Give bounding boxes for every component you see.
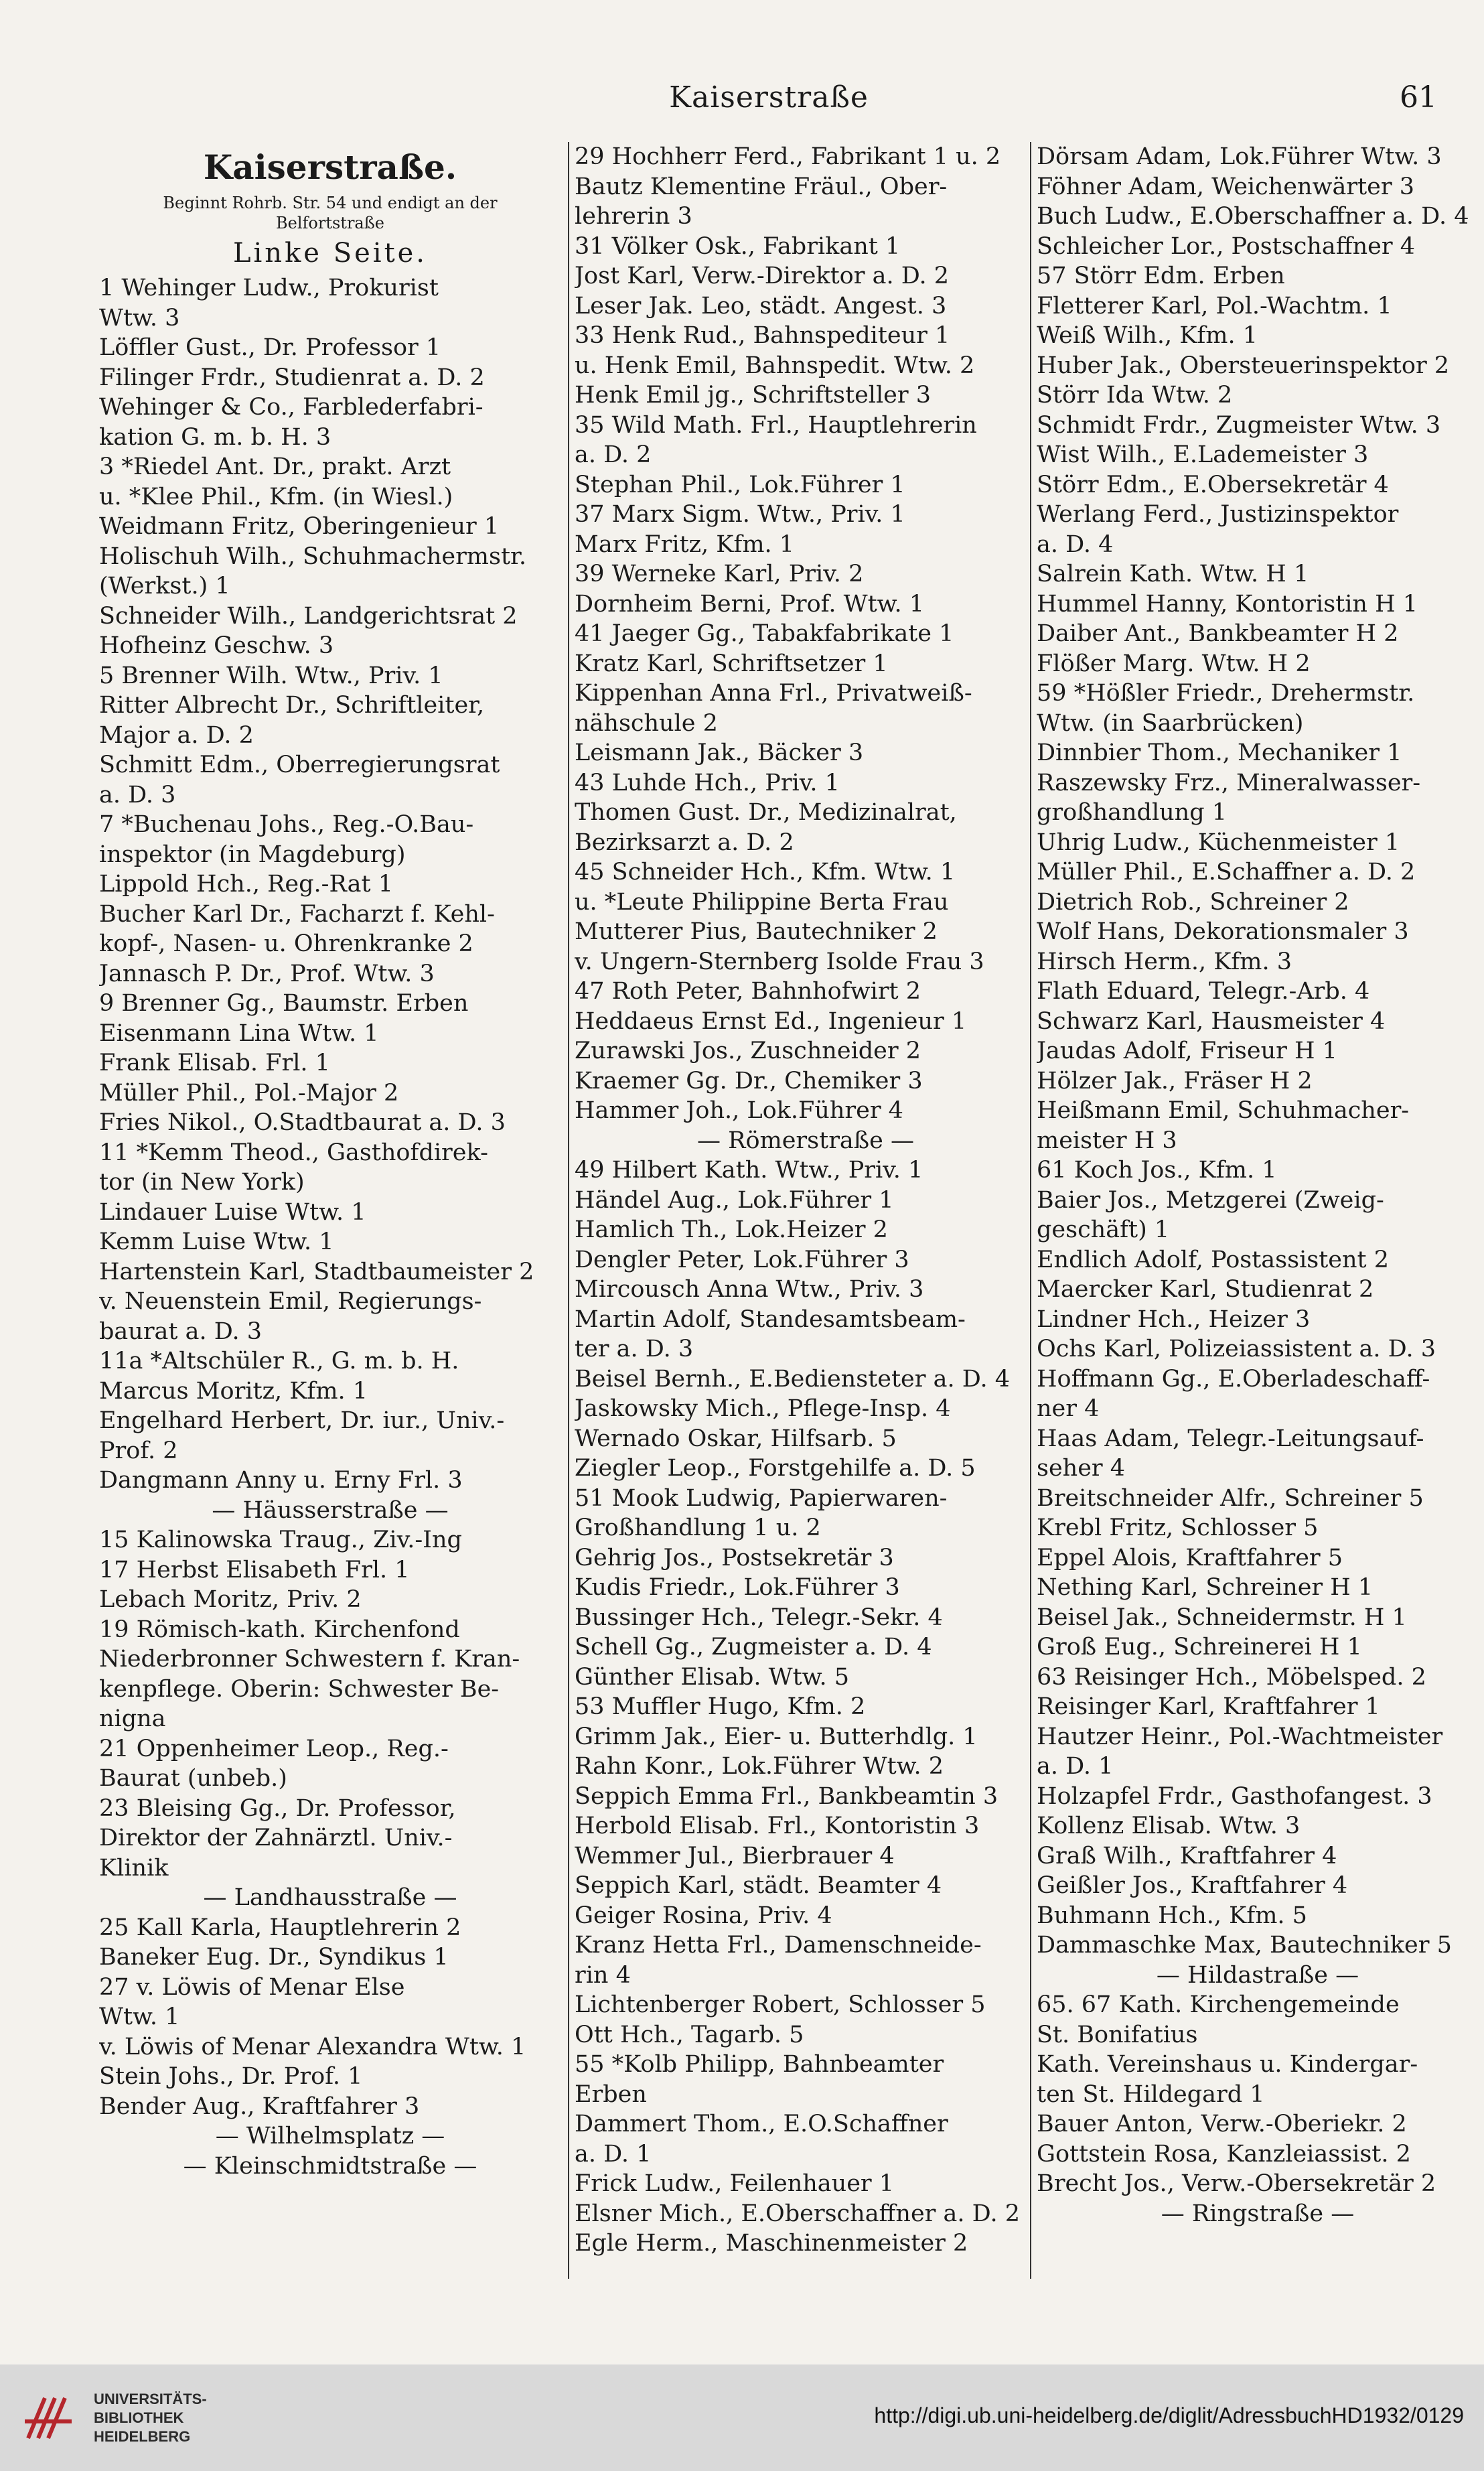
directory-entry: Niederbronner Schwestern f. Kran- [99,1646,520,1673]
directory-entry: 27 v. Löwis of Menar Else [99,1973,405,2001]
directory-entry: nigna [99,1705,166,1732]
directory-entry: Dangmann Anny u. Erny Frl. 3 [99,1467,463,1494]
street-description-2: Belfortstraße [276,214,384,232]
directory-entry: — Kleinschmidtstraße — [183,2152,477,2180]
directory-entry: a. D. 4 [1037,531,1114,558]
directory-entry: Ritter Albrecht Dr., Schriftleiter, [99,692,485,719]
directory-entry: Engelhard Herbert, Dr. iur., Univ.- [99,1407,505,1434]
directory-entry: Hoffmann Gg., E.Oberladeschaff- [1037,1365,1430,1393]
directory-entry: Brecht Jos., Verw.-Obersekretär 2 [1037,2170,1436,2197]
directory-entry: Hamlich Th., Lok.Heizer 2 [575,1216,888,1243]
directory-entry: Ott Hch., Tagarb. 5 [575,2021,804,2048]
directory-entry: geschäft) 1 [1037,1216,1170,1243]
directory-entry: inspektor (in Magdeburg) [99,841,406,868]
directory-entry: Martin Adolf, Standesamtsbeam- [575,1305,966,1333]
directory-entry: Dammert Thom., E.O.Schaffner [575,2111,948,2137]
street-description-1: Beginnt Rohrb. Str. 54 und endigt an der [163,194,498,212]
directory-entry: Wemmer Jul., Bierbrauer 4 [575,1842,895,1869]
directory-entry: Flath Eduard, Telegr.-Arb. 4 [1037,978,1370,1005]
directory-entry: kenpflege. Oberin: Schwester Be- [99,1675,500,1703]
directory-entry: Schwarz Karl, Hausmeister 4 [1037,1007,1386,1035]
directory-entry: großhandlung 1 [1037,799,1228,826]
directory-entry: u. *Leute Philippine Berta Frau [575,888,949,916]
directory-entry: Weiß Wilh., Kfm. 1 [1037,322,1258,349]
directory-entry: Leser Jak. Leo, städt. Angest. 3 [575,292,947,320]
directory-entry: Bezirksarzt a. D. 2 [575,829,794,856]
directory-entry: Jaskowsky Mich., Pflege-Insp. 4 [575,1395,951,1422]
library-name [94,2390,207,2446]
directory-entry: Ziegler Leop., Forstgehilfe a. D. 5 [575,1455,976,1482]
directory-entry: Haas Adam, Telegr.-Leitungsauf- [1037,1425,1424,1452]
directory-entry: Günther Elisab. Wtw. 5 [575,1663,850,1691]
directory-entry: Major a. D. 2 [99,721,254,749]
directory-entry: Leismann Jak., Bäcker 3 [575,739,864,766]
directory-entry: ten St. Hildegard 1 [1037,2080,1265,2108]
directory-entry: u. Henk Emil, Bahnspedit. Wtw. 2 [575,352,975,379]
page-number: 61 [1400,80,1437,115]
directory-entry: Wtw. 3 [99,304,180,332]
column-middle [568,142,1037,2279]
directory-entry: Gehrig Jos., Postsekretär 3 [575,1544,894,1571]
directory-entry: Großhandlung 1 u. 2 [575,1514,821,1541]
directory-entry: Hautzer Heinr., Pol.-Wachtmeister [1037,1723,1443,1750]
directory-entry: Nething Karl, Schreiner H 1 [1037,1574,1374,1601]
directory-entry: — Römerstraße — [696,1127,915,1154]
directory-entry: a. D. 1 [575,2140,652,2168]
directory-entry: Geißler Jos., Kraftfahrer 4 [1037,1872,1348,1899]
footer-bar [0,2364,1484,2471]
directory-entry: rin 4 [575,1961,631,1989]
directory-entry: 3 *Riedel Ant. Dr., prakt. Arzt [99,453,451,480]
directory-entry: 17 Herbst Elisabeth Frl. 1 [99,1556,410,1583]
directory-entry: Reisinger Karl, Kraftfahrer 1 [1037,1693,1380,1720]
directory-entry: Wolf Hans, Dekorationsmaler 3 [1037,918,1409,945]
directory-entry: Hummel Hanny, Kontoristin H 1 [1037,590,1418,618]
directory-entry: Kemm Luise Wtw. 1 [99,1228,334,1255]
directory-entry: Kraemer Gg. Dr., Chemiker 3 [575,1067,923,1095]
directory-entry: Baneker Eug. Dr., Syndikus 1 [99,1944,449,1971]
directory-entry: Raszewsky Frz., Mineralwasser- [1037,769,1421,796]
directory-entry: Lebach Moritz, Priv. 2 [99,1586,362,1613]
directory-entry: Hirsch Herm., Kfm. 3 [1037,948,1292,975]
directory-entry: (Werkst.) 1 [99,573,230,599]
directory-entry: 33 Henk Rud., Bahnspediteur 1 [575,322,950,349]
directory-entry: Frick Ludw., Feilenhauer 1 [575,2170,895,2197]
directory-entry: Heddaeus Ernst Ed., Ingenieur 1 [575,1007,967,1035]
directory-entry: Hammer Joh., Lok.Führer 4 [575,1097,903,1124]
directory-entry: tor (in New York) [99,1169,305,1196]
directory-entry: Baurat (unbeb.) [99,1765,287,1792]
directory-entry: ner 4 [1037,1395,1100,1422]
directory-entry: Beisel Jak., Schneidermstr. H 1 [1037,1604,1407,1631]
directory-entry: v. Neuenstein Emil, Regierungs- [99,1288,482,1315]
directory-entry: 9 Brenner Gg., Baumstr. Erben [99,990,469,1017]
directory-entry: Holischuh Wilh., Schuhmachermstr. [99,543,527,570]
directory-entry: kopf-, Nasen- u. Ohrenkranke 2 [99,930,473,957]
directory-entry: Grimm Jak., Eier- u. Butterhdlg. 1 [575,1723,978,1750]
directory-entry: Kranz Hetta Frl., Damenschneide- [575,1932,982,1959]
page-header [100,80,1437,121]
directory-entry: Schell Gg., Zugmeister a. D. 4 [575,1634,932,1661]
directory-entry: Filinger Frdr., Studienrat a. D. 2 [99,364,485,391]
directory-entry: Graß Wilh., Kraftfahrer 4 [1037,1842,1337,1869]
directory-entry: Baier Jos., Metzgerei (Zweig- [1037,1186,1384,1214]
directory-entry: Stein Johs., Dr. Prof. 1 [99,2063,363,2090]
directory-entry: Hofheinz Geschw. 3 [99,632,334,659]
directory-entry: 21 Oppenheimer Leop., Reg.- [99,1735,449,1762]
directory-entry: Uhrig Ludw., Küchenmeister 1 [1037,829,1400,856]
directory-entry: Klinik [99,1854,169,1882]
directory-entry: Hartenstein Karl, Stadtbaumeister 2 [99,1258,534,1285]
directory-entry: 49 Hilbert Kath. Wtw., Priv. 1 [575,1157,923,1184]
directory-entry: Störr Edm., E.Obersekretär 4 [1037,471,1389,498]
directory-entry: Fries Nikol., O.Stadtbaurat a. D. 3 [99,1109,506,1136]
directory-entry: — Landhausstraße — [203,1884,457,1911]
directory-entry: Fletterer Karl, Pol.-Wachtm. 1 [1037,292,1392,320]
directory-entry: 23 Bleising Gg., Dr. Professor, [99,1794,456,1822]
side-label: Linke Seite. [232,238,428,269]
directory-entry: Stephan Phil., Lok.Führer 1 [575,471,905,498]
directory-entry: Direktor der Zahnärztl. Univ.- [99,1825,453,1851]
directory-entry: Jannasch P. Dr., Prof. Wtw. 3 [99,960,435,987]
directory-entry: Frank Elisab. Frl. 1 [99,1050,330,1076]
directory-entry: Heißmann Emil, Schuhmacher- [1037,1097,1410,1124]
directory-entry: 53 Muffler Hugo, Kfm. 2 [575,1693,866,1720]
entry-list [575,142,1037,2259]
directory-entry: 7 *Buchenau Johs., Reg.-O.Bau- [99,811,474,838]
directory-entry: Bender Aug., Kraftfahrer 3 [99,2093,420,2120]
directory-entry: 19 Römisch-kath. Kirchenfond [99,1616,460,1643]
directory-entry: 11 *Kemm Theod., Gasthofdirek- [99,1139,488,1166]
directory-entry: Müller Phil., E.Schaffner a. D. 2 [1037,859,1416,886]
directory-entry: Ochs Karl, Polizeiassistent a. D. 3 [1037,1336,1436,1362]
directory-entry: Kippenhan Anna Frl., Privatweiß- [575,680,972,707]
directory-entry: a. D. 1 [1037,1753,1114,1780]
directory-entry: Krebl Fritz, Schlosser 5 [1037,1514,1319,1541]
directory-entry: Jost Karl, Verw.-Direktor a. D. 2 [575,263,950,289]
directory-entry: 39 Werneke Karl, Priv. 2 [575,561,864,587]
directory-entry: Bussinger Hch., Telegr.-Sekr. 4 [575,1604,943,1631]
directory-entry: — Ringstraße — [1161,2200,1355,2227]
directory-entry: seher 4 [1037,1455,1126,1482]
directory-entry: Groß Eug., Schreinerei H 1 [1037,1634,1362,1661]
directory-entry: — Hildastraße — [1156,1961,1359,1989]
directory-entry: 65. 67 Kath. Kirchengemeinde [1037,1991,1400,2018]
directory-entry: Wtw. (in Saarbrücken) [1037,709,1304,737]
directory-entry: Dammaschke Max, Bautechniker 5 [1037,1932,1452,1959]
directory-entry: Endlich Adolf, Postassistent 2 [1037,1246,1390,1273]
directory-entry: 51 Mook Ludwig, Papierwaren- [575,1484,948,1512]
directory-entry: 41 Jaeger Gg., Tabakfabrikate 1 [575,620,954,647]
directory-entry: Lippold Hch., Reg.-Rat 1 [99,871,393,898]
directory-entry: — Häusserstraße — [212,1496,449,1524]
directory-entry: Breitschneider Alfr., Schreiner 5 [1037,1484,1424,1512]
directory-entry: 15 Kalinowska Traug., Ziv.-Ing [99,1527,462,1553]
directory-entry: u. *Klee Phil., Kfm. (in Wiesl.) [99,483,453,510]
directory-entry: Gottstein Rosa, Kanzleiassist. 2 [1037,2140,1411,2168]
directory-entry: Holzapfel Frdr., Gasthofangest. 3 [1037,1782,1432,1810]
directory-entry: Beisel Bernh., E.Bediensteter a. D. 4 [575,1365,1011,1393]
directory-entry: 1 Wehinger Ludw., Prokurist [99,275,439,301]
directory-entry: Bauer Anton, Verw.-Oberiekr. 2 [1037,2111,1407,2137]
directory-entry: Föhner Adam, Weichenwärter 3 [1037,173,1414,200]
directory-entry: Kollenz Elisab. Wtw. 3 [1037,1813,1301,1839]
directory-entry: Schmidt Frdr., Zugmeister Wtw. 3 [1037,411,1441,439]
directory-entry: Zurawski Jos., Zuschneider 2 [575,1038,921,1064]
directory-entry: — Wilhelmsplatz — [215,2123,445,2149]
directory-entry: kation G. m. b. H. 3 [99,423,331,451]
directory-entry: Schmitt Edm., Oberregierungsrat [99,752,500,778]
directory-entry: Dietrich Rob., Schreiner 2 [1037,888,1349,916]
directory-entry: Müller Phil., Pol.-Major 2 [99,1079,399,1107]
directory-entry: 5 Brenner Wilh. Wtw., Priv. 1 [99,662,443,689]
directory-entry: Dörsam Adam, Lok.Führer Wtw. 3 [1037,143,1442,170]
directory-entry: Kudis Friedr., Lok.Führer 3 [575,1574,900,1601]
directory-entry: a. D. 3 [99,781,176,808]
directory-entry: Huber Jak., Obersteuerinspektor 2 [1037,352,1450,379]
directory-entry: 29 Hochherr Ferd., Fabrikant 1 u. 2 [575,143,1001,170]
directory-entry: Lindner Hch., Heizer 3 [1037,1305,1311,1333]
directory-entry: Mutterer Pius, Bautechniker 2 [575,918,938,945]
directory-entry: v. Löwis of Menar Alexandra Wtw. 1 [99,2033,526,2060]
directory-entry: Eisenmann Lina Wtw. 1 [99,1019,379,1047]
directory-entry: 35 Wild Math. Frl., Hauptlehrerin [575,411,977,439]
directory-entry: Buhmann Hch., Kfm. 5 [1037,1902,1307,1929]
directory-entry: Geiger Rosina, Priv. 4 [575,1902,832,1929]
library-name-line-2: BIBLIOTHEK [94,2409,184,2426]
directory-entry: Thomen Gust. Dr., Medizinalrat, [575,799,957,826]
street-heading: Kaiserstraße. [203,147,457,187]
directory-entry: Wtw. 1 [99,2003,180,2030]
directory-entry: 43 Luhde Hch., Priv. 1 [575,769,840,796]
directory-entry: Prof. 2 [99,1437,178,1464]
directory-entry: Daiber Ant., Bankbeamter H 2 [1037,620,1399,647]
directory-entry: Dornheim Berni, Prof. Wtw. 1 [575,590,924,618]
directory-entry: Salrein Kath. Wtw. H 1 [1037,561,1309,587]
directory-entry: Kratz Karl, Schriftsetzer 1 [575,650,888,677]
directory-entry: Buch Ludw., E.Oberschaffner a. D. 4 [1037,203,1469,230]
directory-entry: Mircousch Anna Wtw., Priv. 3 [575,1276,924,1303]
directory-entry: 57 Störr Edm. Erben [1037,263,1285,289]
column-right [1030,142,1479,2279]
directory-entry: ter a. D. 3 [575,1336,694,1362]
directory-entry: 37 Marx Sigm. Wtw., Priv. 1 [575,501,905,528]
directory-entry: v. Ungern-Sternberg Isolde Frau 3 [575,948,984,975]
directory-entry: Maercker Karl, Studienrat 2 [1037,1276,1374,1303]
directory-entry: 63 Reisinger Hch., Möbelsped. 2 [1037,1663,1426,1691]
directory-entry: Jaudas Adolf, Friseur H 1 [1037,1038,1337,1064]
directory-entry: 11a *Altschüler R., G. m. b. H. [99,1348,459,1374]
directory-entry: baurat a. D. 3 [99,1318,263,1345]
directory-entry: Kath. Vereinshaus u. Kindergar- [1037,2051,1418,2078]
directory-entry: Lichtenberger Robert, Schlosser 5 [575,1991,986,2018]
directory-entry: 25 Kall Karla, Hauptlehrerin 2 [99,1914,461,1941]
directory-entry: Marx Fritz, Kfm. 1 [575,531,795,558]
directory-entry: Bautz Klementine Fräul., Ober- [575,173,948,200]
directory-entry: Eppel Alois, Kraftfahrer 5 [1037,1544,1343,1571]
directory-entry: Wernado Oskar, Hilfsarb. 5 [575,1425,897,1452]
directory-entry: Erben [575,2080,647,2108]
directory-entry: Lindauer Luise Wtw. 1 [99,1198,366,1226]
library-name-line-1: UNIVERSITÄTS- [94,2391,207,2407]
directory-entry: Schleicher Lor., Postschaffner 4 [1037,232,1415,260]
directory-entry: 47 Roth Peter, Bahnhofwirt 2 [575,978,921,1005]
directory-entry: 55 *Kolb Philipp, Bahnbeamter [575,2051,944,2078]
directory-entry: Löffler Gust., Dr. Professor 1 [99,334,441,361]
column-left [99,142,561,2364]
directory-entry: Störr Ida Wtw. 2 [1037,382,1233,409]
directory-entry: Seppich Karl, städt. Beamter 4 [575,1872,942,1899]
directory-entry: Schneider Wilh., Landgerichtsrat 2 [99,602,518,630]
directory-entry: 31 Völker Osk., Fabrikant 1 [575,232,901,260]
directory-entry: Herbold Elisab. Frl., Kontoristin 3 [575,1813,980,1839]
directory-entry: nähschule 2 [575,709,718,737]
entry-list [99,273,561,2181]
directory-entry: Wist Wilh., E.Lademeister 3 [1037,441,1369,468]
directory-entry: a. D. 2 [575,441,652,468]
directory-entry: 61 Koch Jos., Kfm. 1 [1037,1157,1277,1184]
directory-entry: Händel Aug., Lok.Führer 1 [575,1186,894,1214]
directory-entry: St. Bonifatius [1037,2021,1198,2048]
directory-entry: Elsner Mich., E.Oberschaffner a. D. 2 [575,2200,1020,2227]
directory-entry: Henk Emil jg., Schriftsteller 3 [575,382,932,409]
directory-entry: Marcus Moritz, Kfm. 1 [99,1377,368,1405]
source-url[interactable]: http://digi.ub.uni-heidelberg.de/diglit/AdressbuchHD1932/0129 [874,2403,1464,2427]
directory-entry: Dinnbier Thom., Mechaniker 1 [1037,739,1402,766]
directory-entry: Dengler Peter, Lok.Führer 3 [575,1246,909,1273]
directory-entry: Rahn Konr., Lok.Führer Wtw. 2 [575,1753,944,1780]
running-title: Kaiserstraße [669,80,869,115]
directory-entry: Weidmann Fritz, Oberingenieur 1 [99,513,500,540]
directory-entry: lehrerin 3 [575,203,692,230]
directory-entry: Werlang Ferd., Justizinspektor [1037,501,1399,528]
directory-entry: 45 Schneider Hch., Kfm. Wtw. 1 [575,859,956,886]
directory-entry: meister H 3 [1037,1127,1177,1154]
directory-entry: Wehinger & Co., Farblederfabri- [99,394,484,421]
directory-entry: Egle Herm., Maschinenmeister 2 [575,2230,968,2257]
entry-list [1037,142,1479,2229]
directory-entry: Bucher Karl Dr., Facharzt f. Kehl- [99,900,495,928]
university-library-logo-icon [15,2385,82,2452]
directory-entry: Hölzer Jak., Fräser H 2 [1037,1067,1313,1095]
directory-entry: 59 *Hößler Friedr., Drehermstr. [1037,680,1415,707]
library-name-line-3: HEIDELBERG [94,2428,191,2445]
directory-entry: Seppich Emma Frl., Bankbeamtin 3 [575,1782,998,1810]
directory-entry: Flößer Marg. Wtw. H 2 [1037,650,1311,677]
